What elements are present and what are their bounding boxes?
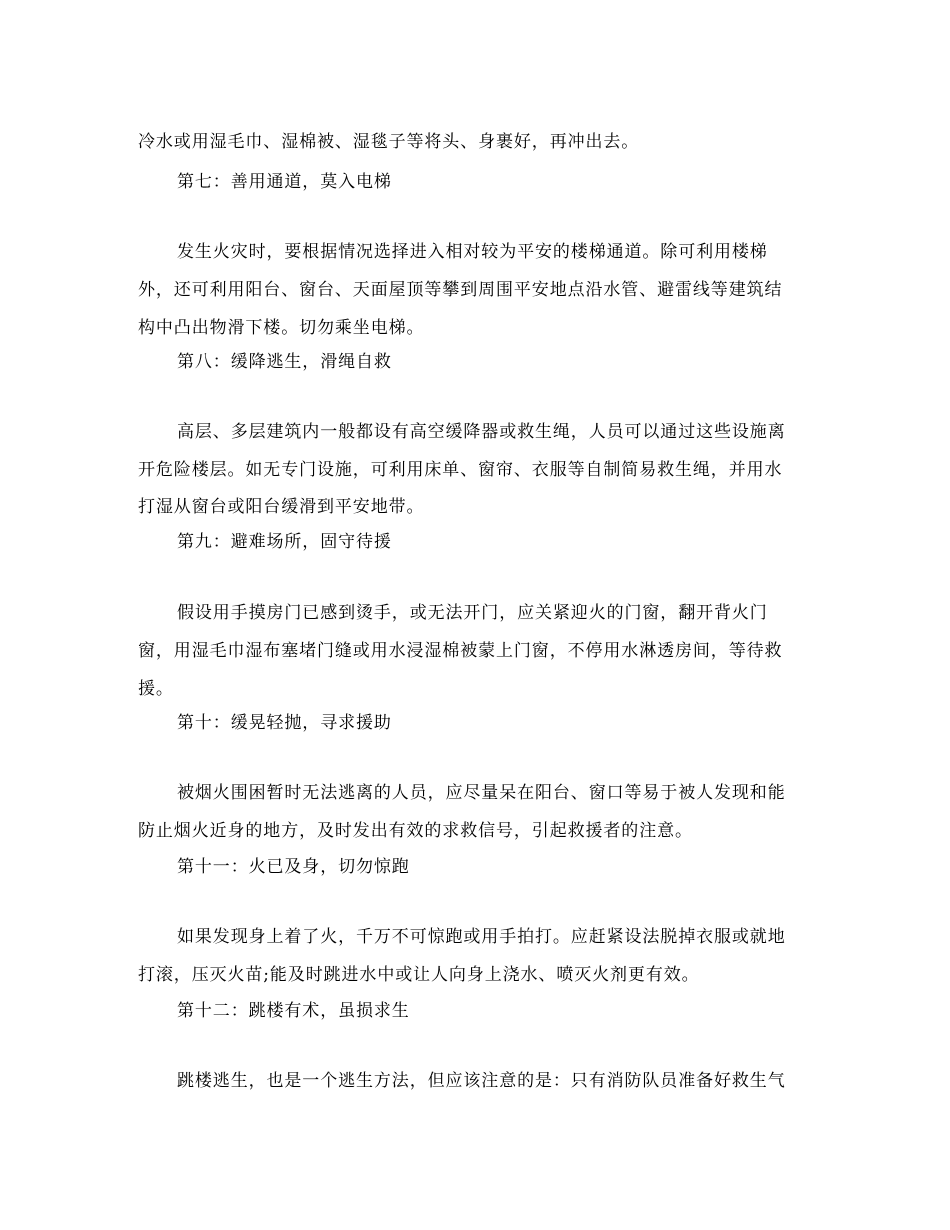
paragraph-line: 窗，用湿毛巾湿布塞堵门缝或用水浸湿棉被蒙上门窗，不停用水淋透房间，等待救 xyxy=(138,641,783,661)
section-heading: 第七：善用通道，莫入电梯 xyxy=(177,172,392,192)
paragraph-line: 打滚，压灭火苗;能及时跳进水中或让人向身上浇水、喷灭火剂更有效。 xyxy=(138,965,700,985)
paragraph-line: 假设用手摸房门已感到烫手，或无法开门，应关紧迎火的门窗，翻开背火门 xyxy=(177,603,768,623)
paragraph-line: 跳楼逃生，也是一个逃生方法，但应该注意的是：只有消防队员准备好救生气 xyxy=(177,1071,786,1091)
paragraph-line: 被烟火围困暂时无法逃离的人员，应尽量呆在阳台、窗口等易于被人发现和能 xyxy=(177,783,786,803)
paragraph-line: 高层、多层建筑内一般都设有高空缓降器或救生绳，人员可以通过这些设施离 xyxy=(177,422,786,442)
paragraph-line: 构中凸出物滑下楼。切勿乘坐电梯。 xyxy=(138,318,425,338)
paragraph-line: 援。 xyxy=(138,679,174,699)
paragraph-line: 如果发现身上着了火，千万不可惊跑或用手拍打。应赶紧设法脱掉衣服或就地 xyxy=(177,927,786,947)
paragraph-line: 打湿从窗台或阳台缓滑到平安地带。 xyxy=(138,497,425,517)
section-heading: 第十：缓晃轻抛，寻求援助 xyxy=(177,713,392,733)
section-heading: 第十一：火已及身，切勿惊跑 xyxy=(177,857,410,877)
paragraph-line: 防止烟火近身的地方，及时发出有效的求救信号，引起救援者的注意。 xyxy=(138,821,693,841)
paragraph-line: 外，还可利用阳台、窗台、天面屋顶等攀到周围平安地点沿水管、避雷线等建筑结 xyxy=(138,280,783,300)
section-heading: 第十二：跳楼有术，虽损求生 xyxy=(177,1001,410,1021)
section-heading: 第八：缓降逃生，滑绳自救 xyxy=(177,352,392,372)
paragraph-line: 冷水或用湿毛巾、湿棉被、湿毯子等将头、身裹好，再冲出去。 xyxy=(138,132,640,152)
paragraph-line: 发生火灾时，要根据情况选择进入相对较为平安的楼梯通道。除可利用楼梯 xyxy=(177,242,768,262)
paragraph-line: 开危险楼层。如无专门设施，可利用床单、窗帘、衣服等自制简易救生绳，并用水 xyxy=(138,460,783,480)
section-heading: 第九：避难场所，固守待援 xyxy=(177,532,392,552)
